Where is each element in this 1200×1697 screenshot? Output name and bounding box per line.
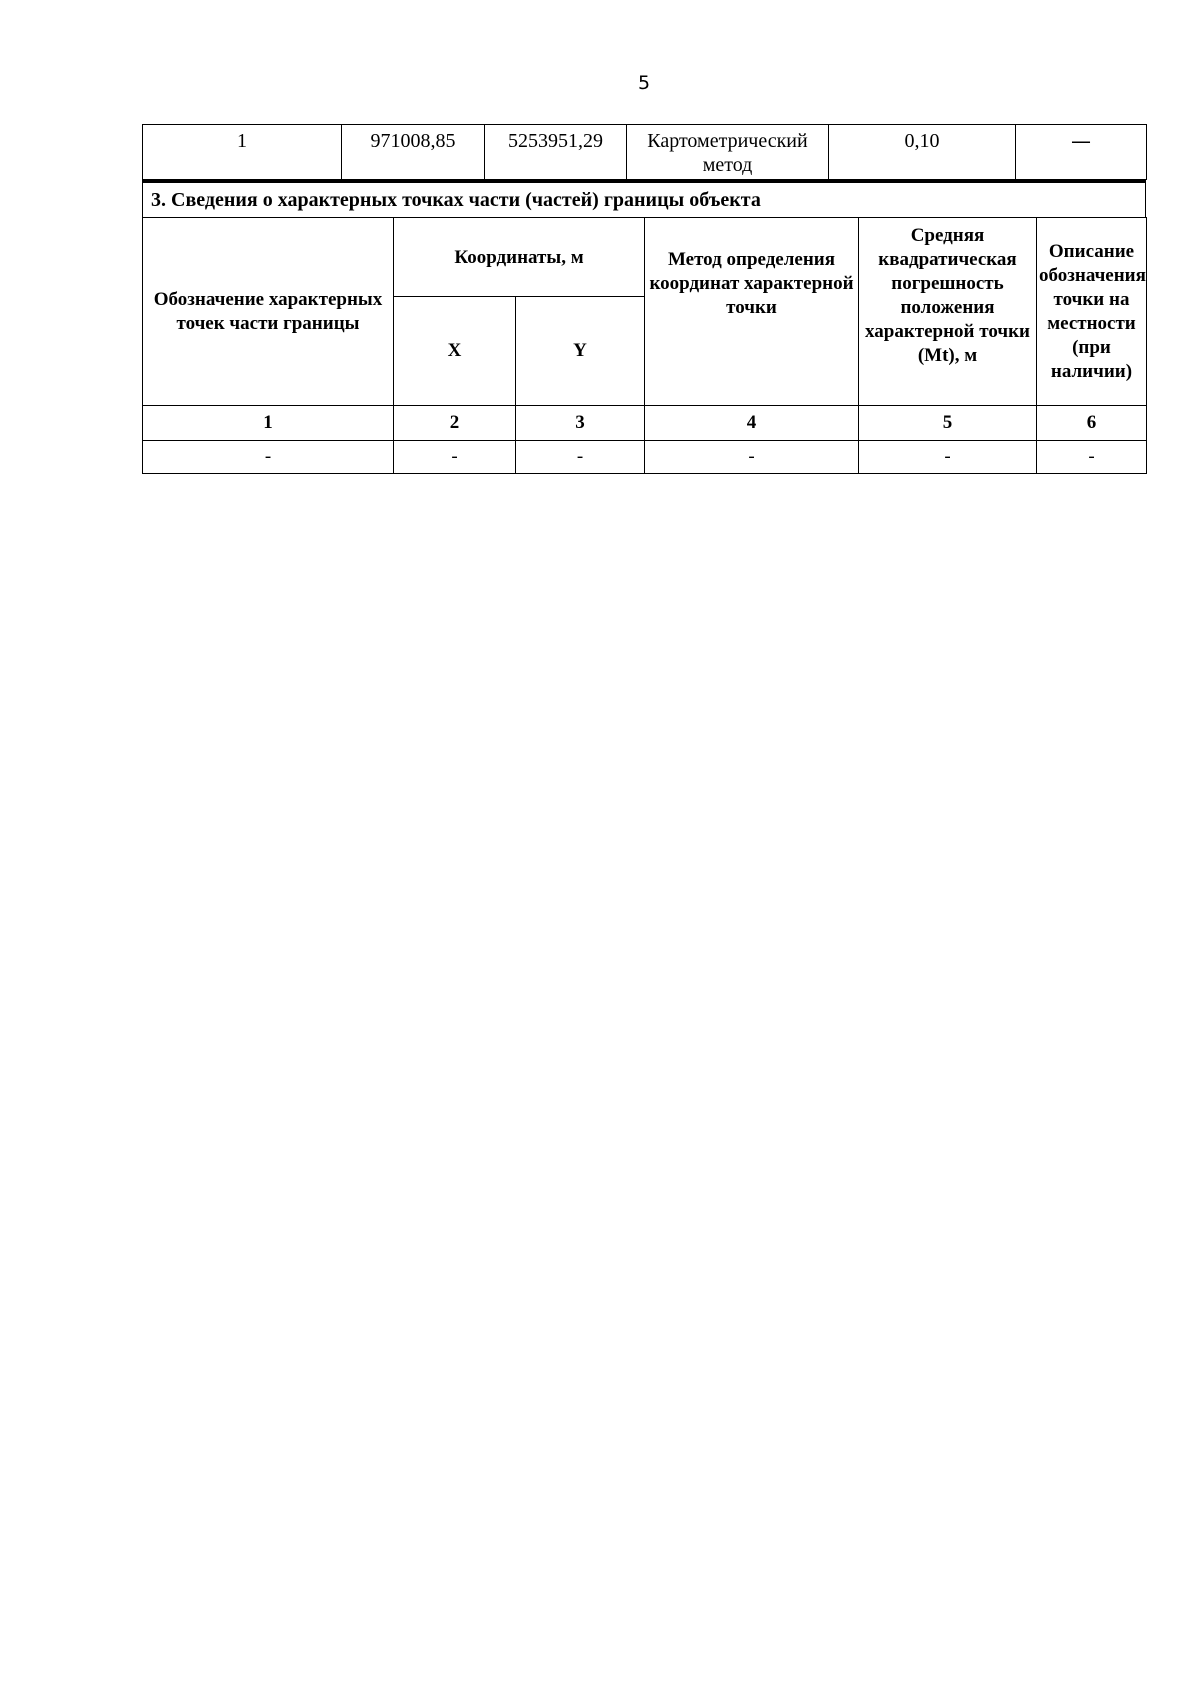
table-cell: - — [516, 441, 645, 474]
point-cell: 1 — [143, 125, 342, 180]
accuracy-header: Средняя квадратическая погрешность положения характерной точки (Mt), м — [859, 218, 1037, 406]
column-number: 4 — [645, 406, 859, 441]
column-number: 3 — [516, 406, 645, 441]
column-number: 6 — [1037, 406, 1147, 441]
header-row — [143, 218, 1147, 297]
method-header: Метод определения координат характерной точки — [645, 218, 859, 406]
description-cell: — — [1016, 125, 1147, 180]
y-header: Y — [516, 297, 645, 406]
document-sheet — [142, 124, 1146, 474]
table-row — [143, 125, 1147, 180]
page-number: 5 — [637, 72, 651, 94]
x-coordinate-cell: 971008,85 — [342, 125, 485, 180]
table-cell: - — [1037, 441, 1147, 474]
column-number: 5 — [859, 406, 1037, 441]
designation-header: Обозначение характерных точек части границы — [143, 218, 394, 406]
method-cell: Картометрический метод — [627, 125, 829, 180]
table-cell: - — [394, 441, 516, 474]
section-title: 3. Сведения о характерных точках части (частей) границы объекта — [142, 180, 1146, 217]
x-header: X — [394, 297, 516, 406]
accuracy-cell: 0,10 — [829, 125, 1016, 180]
coordinates-header: Координаты, м — [394, 218, 645, 297]
column-number: 2 — [394, 406, 516, 441]
description-header: Описание обозначения точки на местности (при наличии) — [1037, 218, 1147, 406]
table-row — [143, 441, 1147, 474]
table-cell: - — [859, 441, 1037, 474]
section3-table — [142, 217, 1147, 474]
previous-section-table — [142, 124, 1147, 180]
column-number-row — [143, 406, 1147, 441]
column-number: 1 — [143, 406, 394, 441]
table-cell: - — [143, 441, 394, 474]
y-coordinate-cell: 5253951,29 — [485, 125, 627, 180]
table-cell: - — [645, 441, 859, 474]
